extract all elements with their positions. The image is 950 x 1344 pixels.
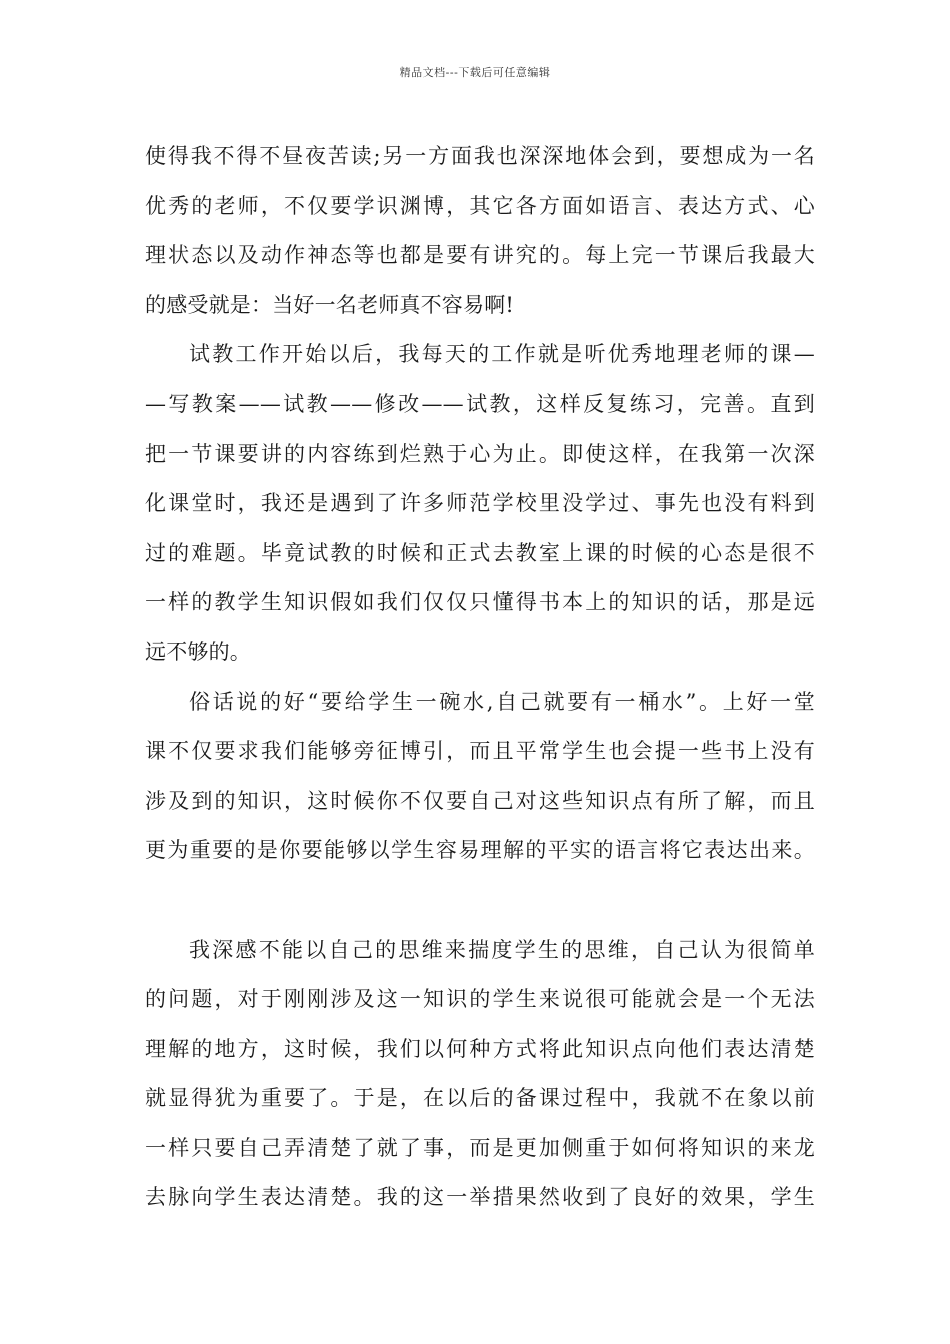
page-header: 精品文档---下载后可任意编辑: [399, 66, 551, 79]
paragraph-line: —写教案——试教——修改——试教，这样反复练习，完善。直到: [145, 391, 815, 416]
document-body: [145, 132, 815, 1223]
paragraph-line: 一样的教学生知识假如我们仅仅只懂得书本上的知识的话，那是远: [145, 590, 815, 615]
paragraph-line: 使得我不得不昼夜苦读;另一方面我也深深地体会到，要想成为一名: [145, 144, 815, 168]
paragraph-line: 理状态以及动作神态等也都是要有讲究的。每上完一节课后我最大: [145, 243, 815, 268]
paragraph-line: 过的难题。毕竟试教的时候和正式去教室上课的时候的心态是很不: [145, 540, 815, 565]
paragraph-line: 涉及到的知识，这时候你不仅要自己对这些知识点有所了解，而且: [145, 788, 815, 813]
paragraph-line: 课不仅要求我们能够旁征博引，而且平常学生也会提一些书上没有: [145, 739, 815, 764]
paragraph-line: 远不够的。: [145, 639, 251, 664]
paragraph-line: 化课堂时，我还是遇到了许多师范学校里没学过、事先也没有料到: [145, 491, 815, 516]
paragraph-gap: [145, 876, 815, 926]
paragraph-line: 把一节课要讲的内容练到烂熟于心为止。即使这样，在我第一次深: [145, 441, 815, 466]
paragraph-line: 试教工作开始以后，我每天的工作就是听优秀地理老师的课—: [189, 342, 815, 367]
paragraph-line: 优秀的老师，不仅要学识渊博，其它各方面如语言、表达方式、心: [145, 193, 815, 218]
paragraph-line: 的问题，对于刚刚涉及这一知识的学生来说很可能就会是一个无法: [145, 987, 815, 1012]
paragraph-line: 我深感不能以自己的思维来揣度学生的思维，自己认为很简单: [189, 937, 815, 962]
paragraph-line: 就显得犹为重要了。于是，在以后的备课过程中，我就不在象以前: [145, 1086, 815, 1111]
paragraph-line: 理解的地方，这时候，我们以何种方式将此知识点向他们表达清楚: [145, 1036, 815, 1061]
paragraph-line: 更为重要的是你要能够以学生容易理解的平实的语言将它表达出来。: [145, 838, 815, 863]
paragraph-line: 的感受就是：当好一名老师真不容易啊!: [145, 292, 515, 317]
paragraph-line: 去脉向学生表达清楚。我的这一举措果然收到了良好的效果，学生: [145, 1185, 815, 1210]
paragraph-line: 一样只要自己弄清楚了就了事，而是更加侧重于如何将知识的来龙: [145, 1135, 815, 1160]
paragraph-line: 俗话说的好“要给学生一碗水,自己就要有一桶水”。上好一堂: [189, 689, 815, 714]
